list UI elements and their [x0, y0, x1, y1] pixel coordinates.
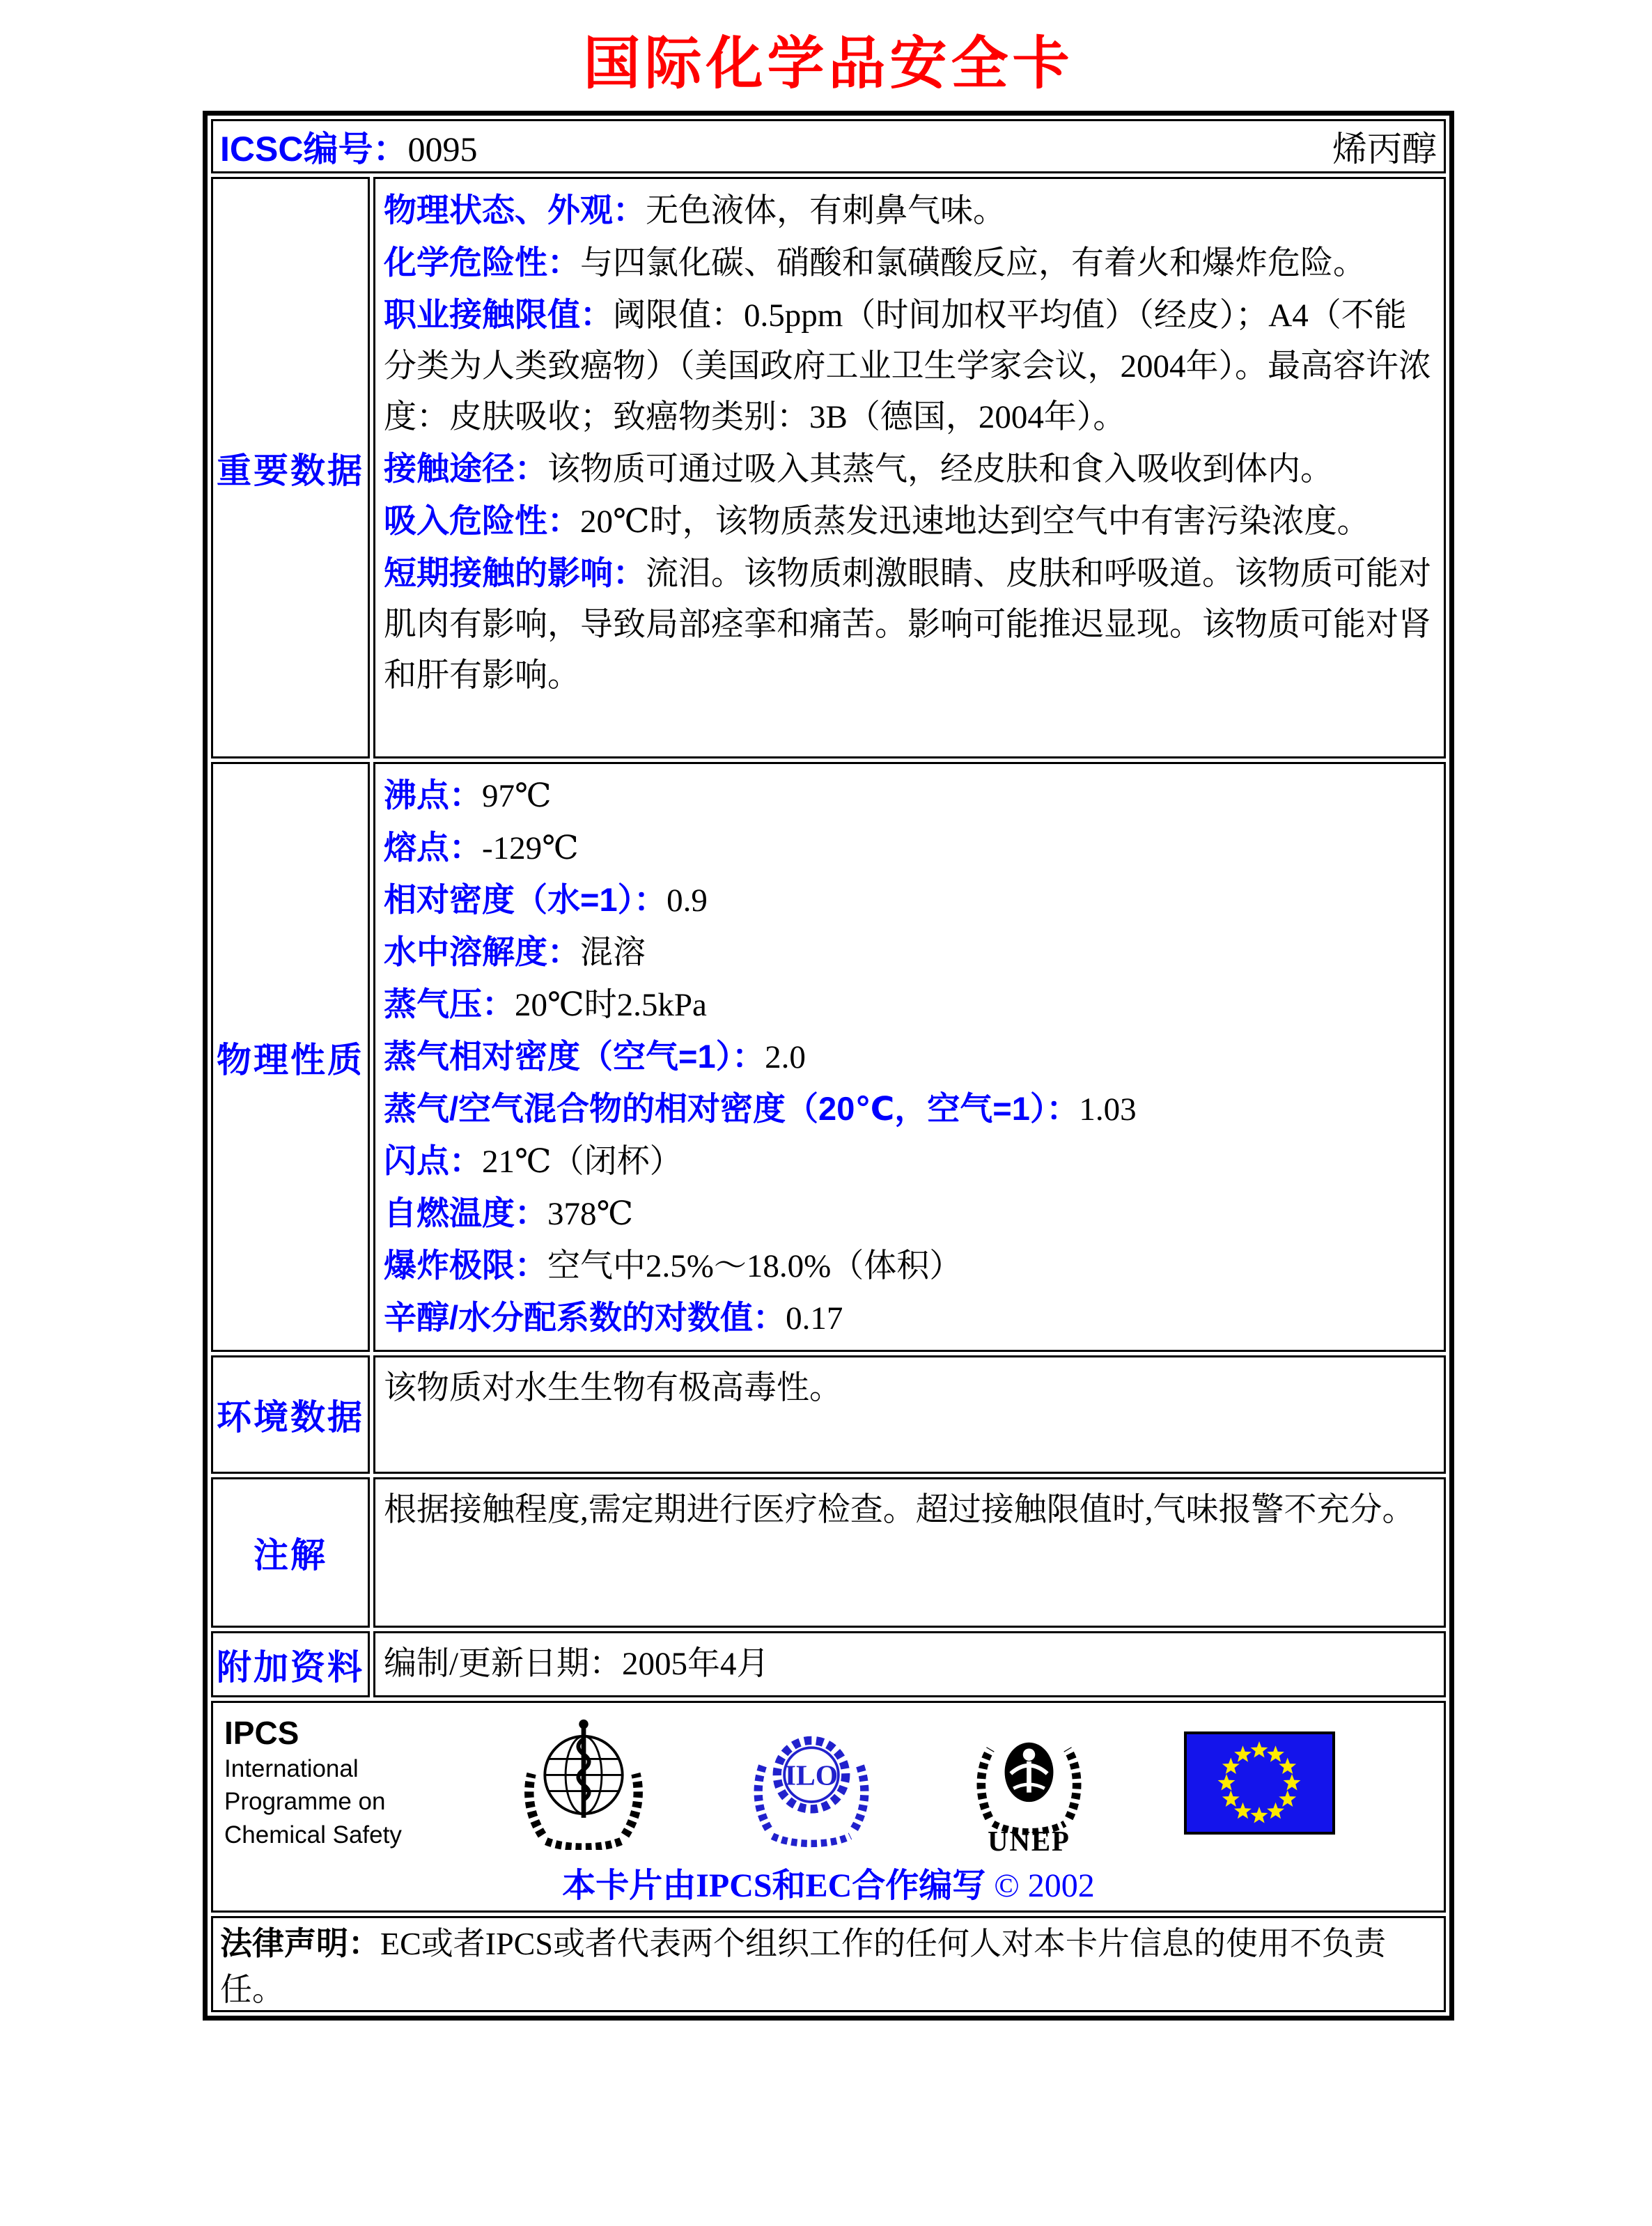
property-item — [384, 1240, 1435, 1292]
item-text: 与四氯化碳、硝酸和氯磺酸反应，有着火和爆炸危险。 — [580, 245, 1366, 281]
legal-text: EC或者IPCS或者代表两个组织工作的任何人对本卡片信息的使用不负责任。 — [220, 1926, 1386, 2007]
data-item — [384, 495, 1435, 547]
row-label-physical-properties: 物理性质 — [211, 762, 370, 1352]
important-data-content — [373, 177, 1446, 758]
item-text: 0.17 — [786, 1300, 843, 1337]
property-item — [384, 926, 1435, 979]
footer-cell — [211, 1701, 1446, 1913]
item-label: 蒸气压： — [384, 986, 515, 1022]
property-item — [384, 822, 1435, 874]
item-text: 2.0 — [765, 1039, 806, 1075]
item-text: -129℃ — [482, 830, 579, 866]
row-label-additional-info: 附加资料 — [211, 1631, 370, 1697]
row-environmental-data — [211, 1355, 1446, 1474]
unep-text: UNEP — [987, 1826, 1070, 1855]
row-important-data — [211, 177, 1446, 758]
property-item — [384, 1188, 1435, 1240]
item-text: 空气中2.5%～18.0%（体积） — [547, 1248, 963, 1284]
item-text: 20℃时，该物质蒸发迅速地达到空气中有害污染浓度。 — [580, 504, 1370, 540]
additional-info-content — [373, 1631, 1446, 1697]
property-item — [384, 770, 1435, 822]
unep-icon — [972, 1710, 1086, 1855]
chemical-name: 烯丙醇 — [1332, 130, 1437, 169]
item-label: 物理状态、外观： — [384, 192, 646, 228]
item-text: 阈限值：0.5ppm（时间加权平均值）（经皮）；A4（不能分类为人类致癌物）（美国政府工业卫生学家会议，2004年）。最高容许浓度：皮肤吸收；致癌物类别：3B（德国，2004年）。 — [384, 297, 1431, 435]
item-label: 熔点： — [384, 829, 482, 866]
data-item — [384, 547, 1435, 701]
item-label: 自燃温度： — [384, 1194, 547, 1231]
data-item — [384, 185, 1435, 237]
property-item — [384, 979, 1435, 1031]
footer-caption — [224, 1858, 1433, 1906]
row-label-notes: 注解 — [211, 1477, 370, 1628]
row-notes — [211, 1477, 1446, 1628]
ipcs-line: International — [224, 1755, 359, 1783]
ipcs-line: Chemical Safety — [224, 1821, 402, 1848]
environmental-data-content — [373, 1355, 1446, 1474]
item-label: 短期接触的影响： — [384, 554, 646, 591]
item-text: 0.9 — [667, 882, 708, 919]
item-text: 无色液体，有刺鼻气味。 — [646, 193, 1006, 229]
property-item — [384, 1083, 1435, 1135]
item-label: 蒸气/空气混合物的相对密度（20℃，空气=1）： — [384, 1090, 1080, 1127]
item-label: 辛醇/水分配系数的对数值： — [384, 1299, 786, 1336]
header-flex — [220, 121, 1437, 171]
item-text: 该物质可通过吸入其蒸气，经皮肤和食入吸收到体内。 — [547, 451, 1333, 488]
data-item — [384, 237, 1435, 289]
icsc-card-table — [203, 111, 1454, 2021]
item-label: 化学危险性： — [384, 244, 580, 281]
item-label: 蒸气相对密度（空气=1）： — [384, 1038, 765, 1075]
item-label: 水中溶解度： — [384, 933, 580, 970]
property-item — [384, 874, 1435, 926]
legal-label: 法律声明： — [220, 1925, 380, 1961]
data-item — [384, 443, 1435, 495]
footer-caption-year: © 2002 — [994, 1867, 1095, 1904]
item-label: 闪点： — [384, 1142, 482, 1179]
row-physical-properties — [211, 762, 1446, 1352]
header-row — [211, 119, 1446, 173]
row-label-important-data: 重要数据 — [211, 177, 370, 758]
row-label-environmental-data: 环境数据 — [211, 1355, 370, 1474]
item-text: 21℃（闭杯） — [482, 1144, 683, 1180]
item-text: 流泪。该物质刺激眼睛、皮肤和呼吸道。该物质可能对肌肉有影响，导致局部痉挛和痛苦。影响可能推迟显现。该物质可能对肾和肝有影响。 — [384, 556, 1431, 694]
page-title: 国际化学品安全卡 — [583, 30, 1074, 97]
notes-content — [373, 1477, 1446, 1628]
footer-caption-text: 本卡片由IPCS和EC合作编写 — [562, 1867, 986, 1904]
notes-text: 根据接触程度,需定期进行医疗检查。超过接触限值时,气味报警不充分。 — [384, 1492, 1415, 1528]
footer-logos-strip — [224, 1710, 1433, 1855]
icsc-number-label: ICSC编号： — [220, 130, 408, 169]
ilo-text: ILO — [784, 1759, 838, 1792]
item-label: 接触途径： — [384, 450, 547, 487]
item-text: 378℃ — [547, 1196, 634, 1232]
item-label: 沸点： — [384, 777, 482, 814]
ilo-icon — [749, 1715, 874, 1851]
ipcs-text-block — [224, 1714, 419, 1851]
item-label: 爆炸极限： — [384, 1247, 547, 1284]
item-label: 相对密度（水=1）： — [384, 881, 667, 918]
property-item — [384, 1031, 1435, 1083]
ipcs-line: Programme on — [224, 1788, 386, 1816]
item-text: 97℃ — [482, 778, 552, 814]
item-label: 职业接触限值： — [384, 296, 613, 333]
environmental-data-text: 该物质对水生生物有极高毒性。 — [384, 1370, 842, 1406]
eu-flag-icon — [1184, 1731, 1335, 1835]
who-icon — [517, 1716, 650, 1850]
item-text: 混溶 — [580, 935, 646, 971]
property-item — [384, 1292, 1435, 1344]
additional-info-text: 编制/更新日期：2005年4月 — [384, 1646, 770, 1682]
ipcs-acronym: IPCS — [224, 1715, 299, 1752]
legal-cell — [211, 1916, 1446, 2012]
icsc-number-value: 0095 — [407, 130, 478, 169]
icsc-number-group — [220, 121, 477, 171]
item-text: 1.03 — [1079, 1091, 1137, 1128]
row-legal — [211, 1916, 1446, 2012]
physical-properties-content — [373, 762, 1446, 1352]
header-cell — [211, 119, 1446, 173]
row-additional-info — [211, 1631, 1446, 1697]
property-item — [384, 1135, 1435, 1188]
item-text: 20℃时2.5kPa — [515, 987, 707, 1023]
row-footer-logos — [211, 1701, 1446, 1913]
data-item — [384, 289, 1435, 443]
item-label: 吸入危险性： — [384, 502, 580, 539]
